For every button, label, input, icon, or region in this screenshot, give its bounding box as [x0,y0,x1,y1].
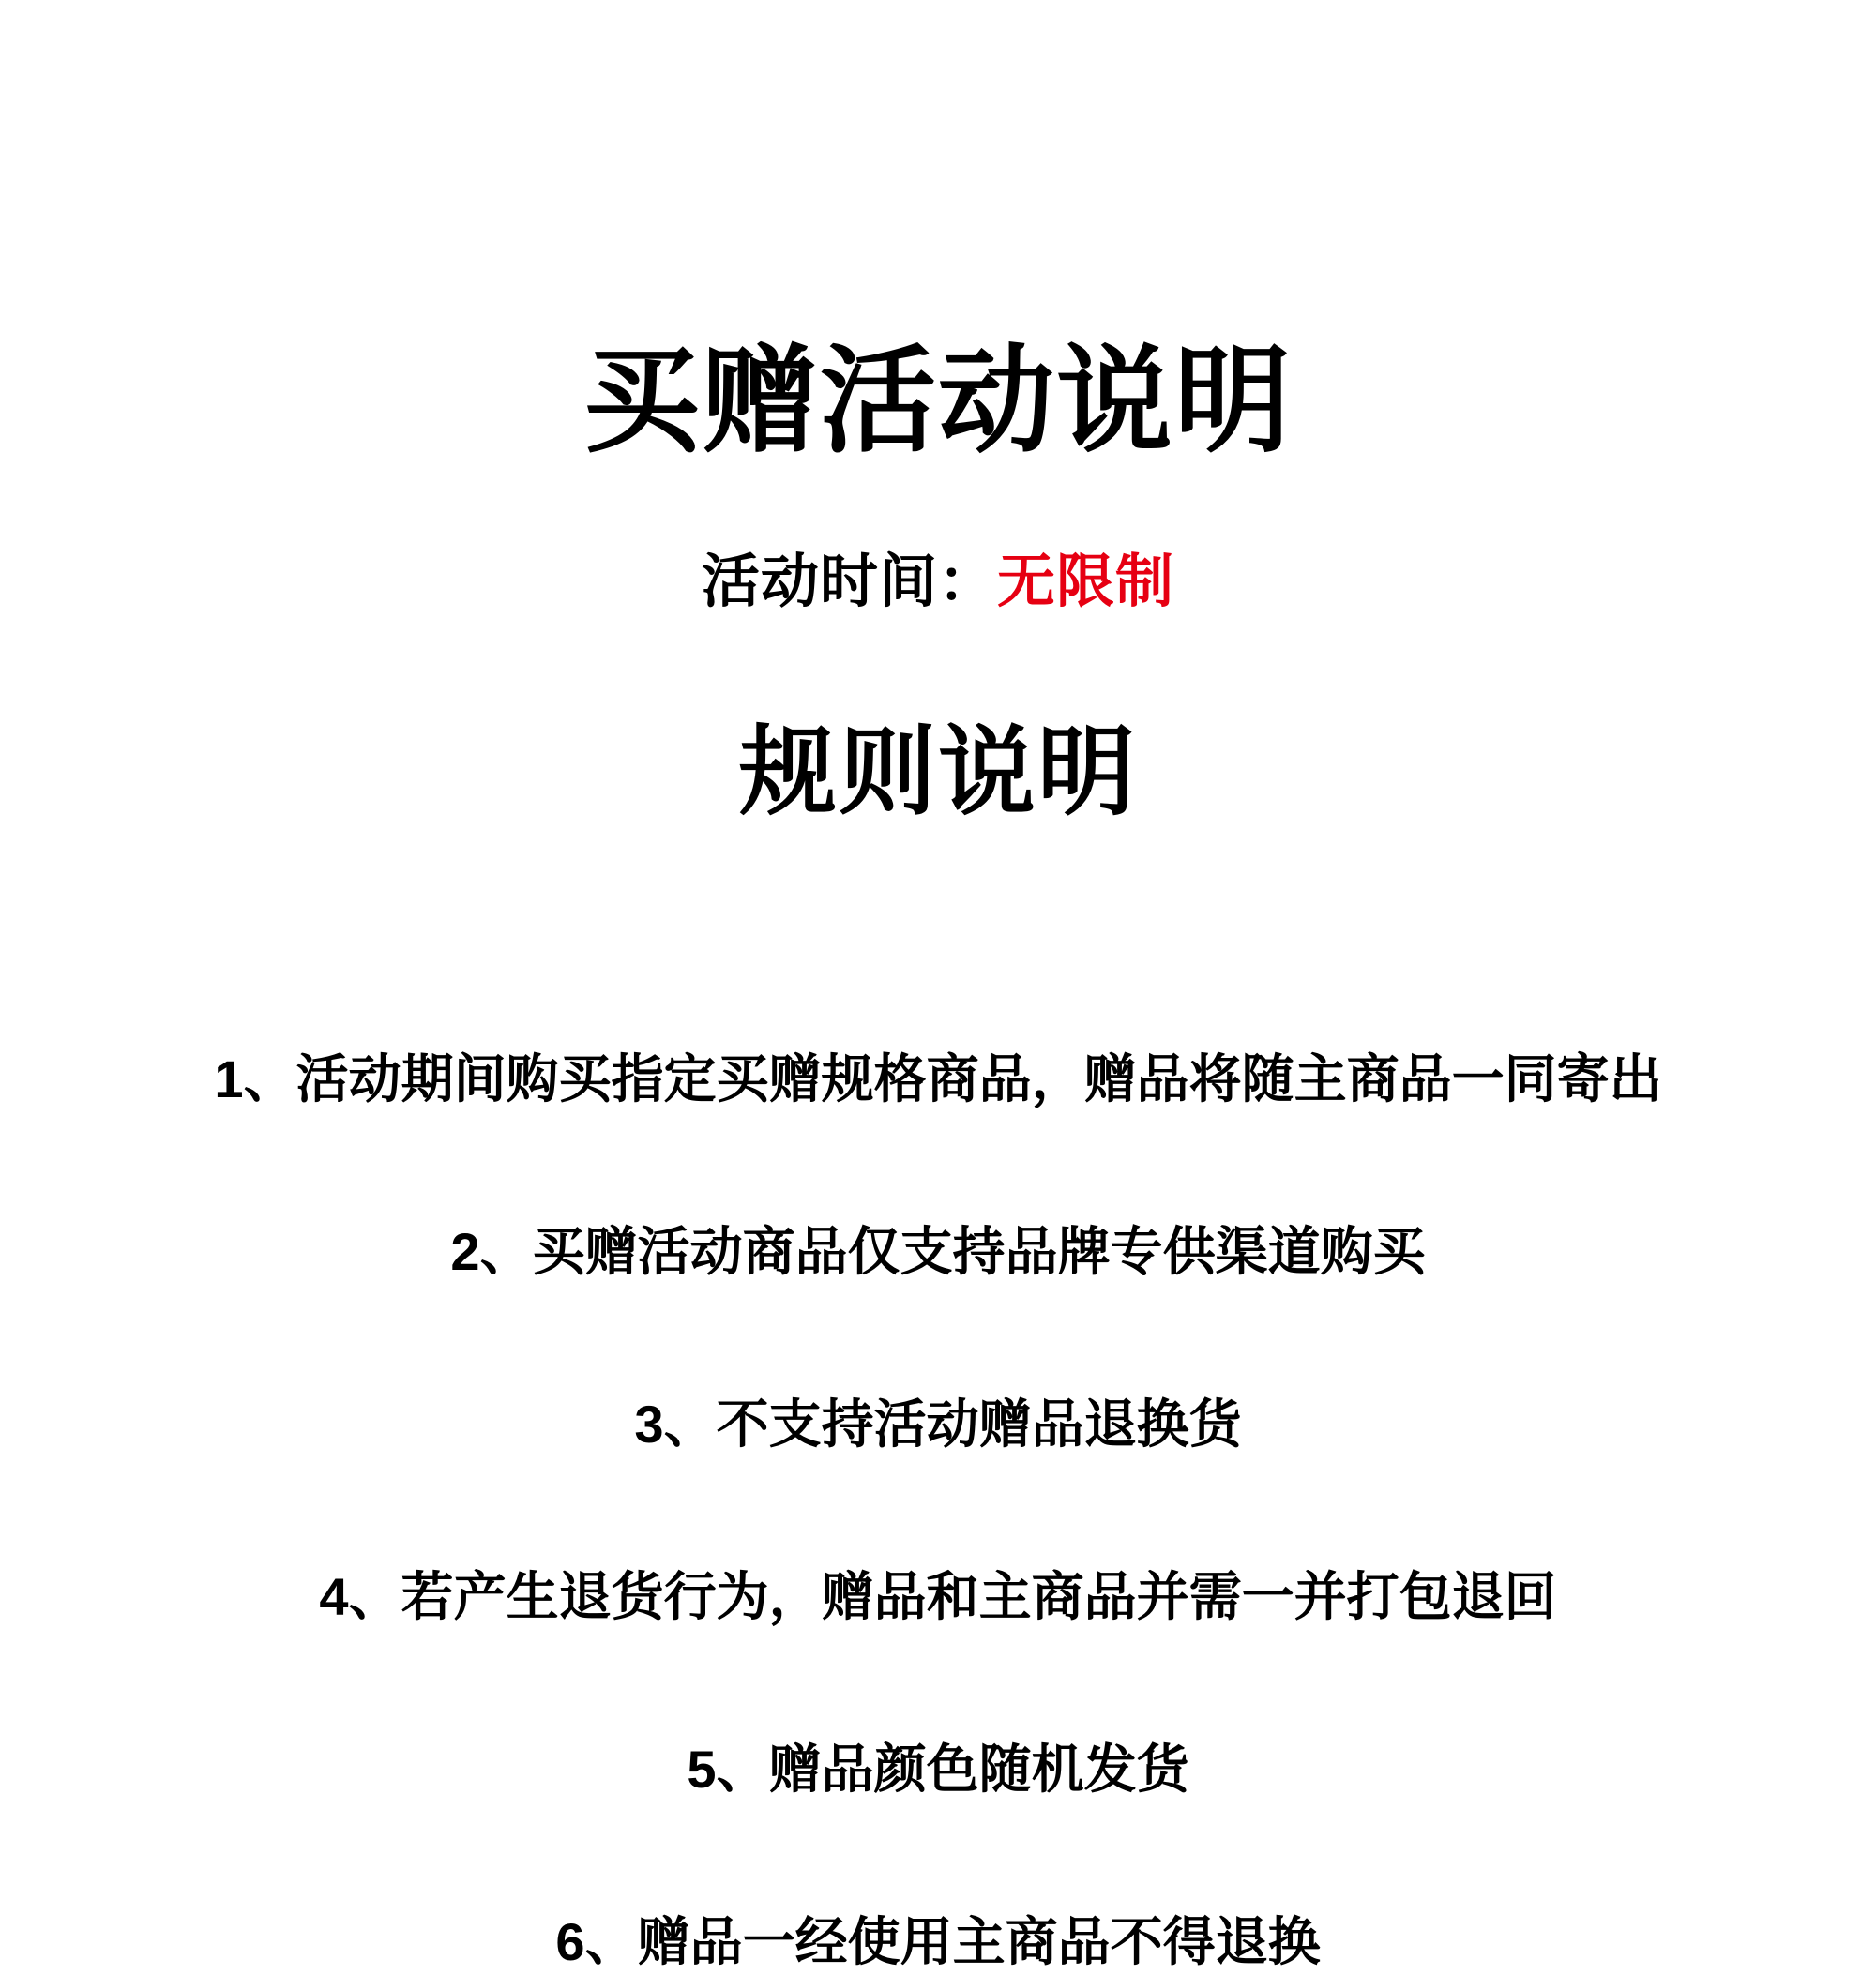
rules-list [0,994,1876,1975]
rule-item: 1、活动期间购买指定买赠规格商品，赠品将随主商品一同寄出 [214,1048,1662,1108]
activity-time-row [702,535,1174,618]
rule-item: 6、赠品一经使用主商品不得退换 [555,1911,1321,1971]
rules-heading: 规则说明 [738,718,1137,828]
activity-time-value: 无限制 [997,550,1175,615]
activity-time-label: 活动时间： [701,550,997,615]
rule-item: 2、买赠活动商品仅支持品牌专供渠道购买 [450,1221,1426,1281]
rule-item: 3、不支持活动赠品退换货 [634,1394,1242,1454]
rule-item: 4、若产生退货行为，赠品和主商品并需一并打包退回 [319,1566,1557,1626]
rule-item: 5、赠品颜色随机发货 [687,1739,1189,1799]
page-title: 买赠活动说明 [582,337,1293,466]
